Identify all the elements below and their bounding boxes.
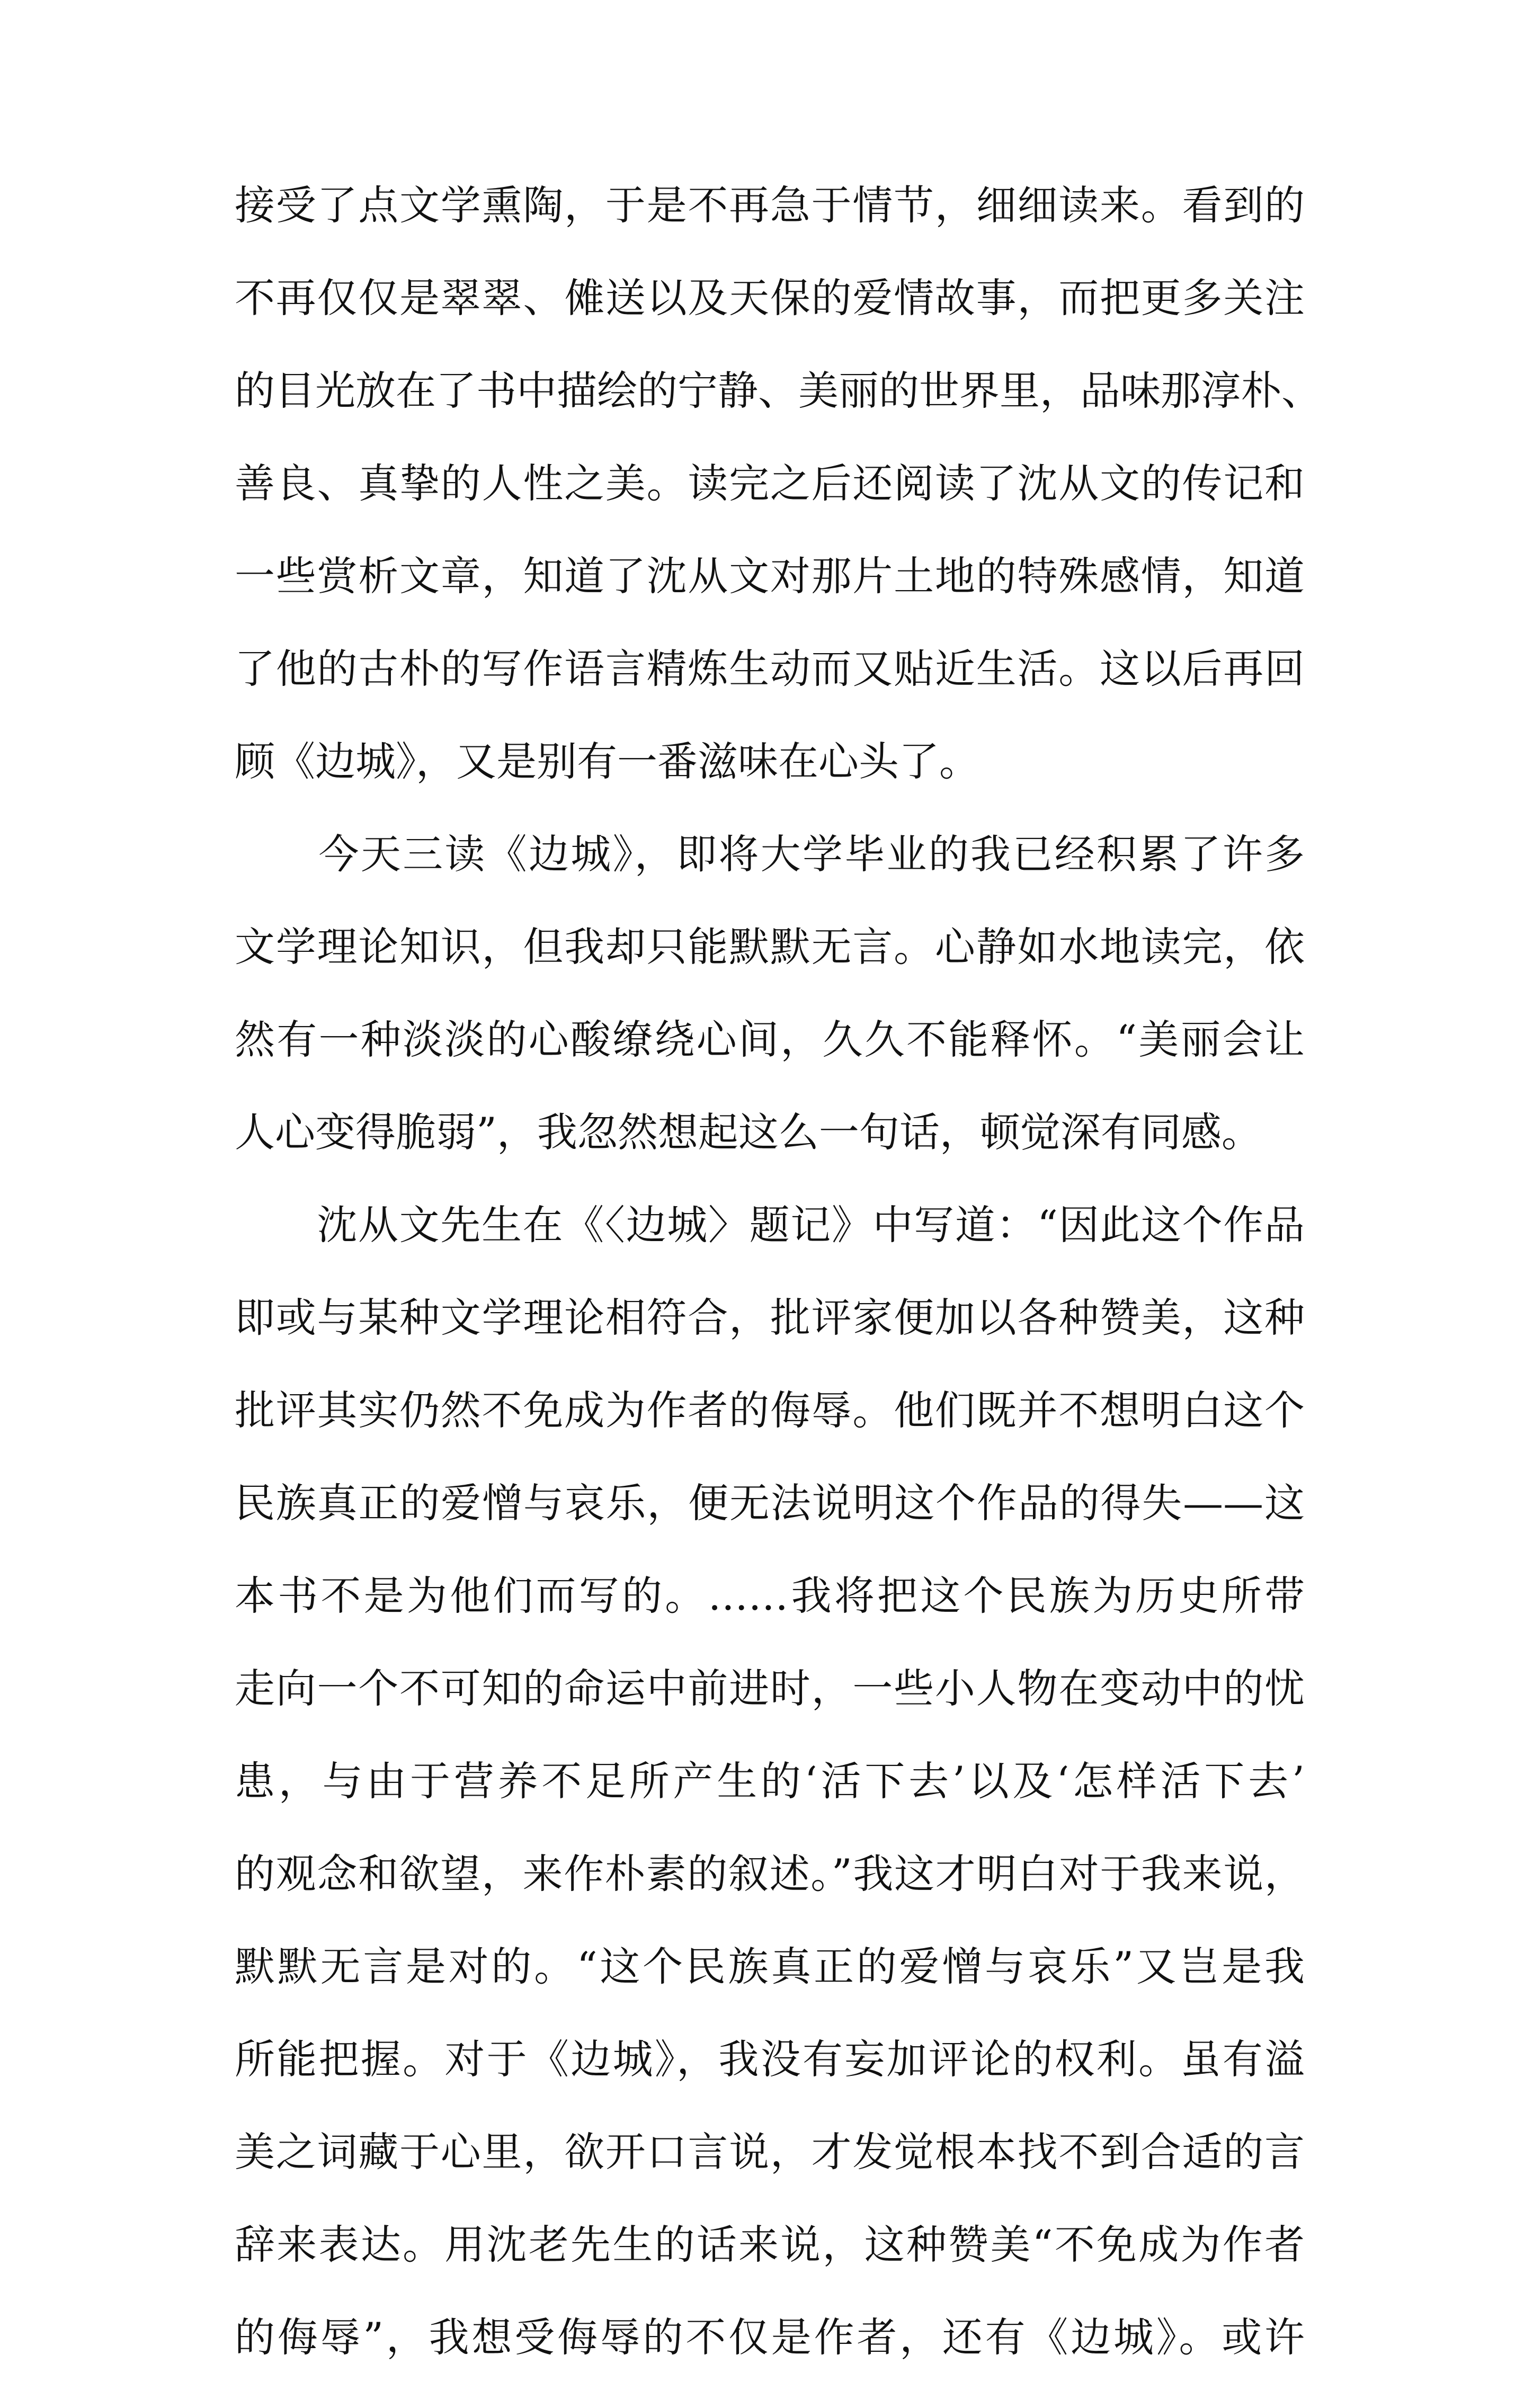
text-line: 辞来表达。用沈老先生的话来说，这种赞美“不免成为作者 xyxy=(235,2221,1305,2268)
text-line: 的侮辱”，我想受侮辱的不仅是作者，还有《边城》。或许 xyxy=(235,2314,1305,2361)
text-line: 文学理论知识，但我却只能默默无言。心静如水地读完，依 xyxy=(235,923,1305,970)
text-line: 批评其实仍然不免成为作者的侮辱。他们既并不想明白这个 xyxy=(235,1387,1305,1434)
text-line: 本书不是为他们而写的。……我将把这个民族为历史所带 xyxy=(235,1572,1305,1619)
text-line: 美之词藏于心里，欲开口言说，才发觉根本找不到合适的言 xyxy=(235,2128,1305,2175)
text-line: 沈从文先生在《〈边城〉题记》中写道：“因此这个作品 xyxy=(235,1201,1305,1248)
text-line: 一些赏析文章，知道了沈从文对那片土地的特殊感情，知道 xyxy=(235,552,1305,600)
text-line: 接受了点文学熏陶，于是不再急于情节，细细读来。看到的 xyxy=(235,182,1305,229)
text-line: 人心变得脆弱”，我忽然想起这么一句话，顿觉深有同感。 xyxy=(235,1109,1262,1156)
text-line: 善良、真挚的人性之美。读完之后还阅读了沈从文的传记和 xyxy=(235,460,1305,507)
text-line: 今天三读《边城》，即将大学毕业的我已经积累了许多 xyxy=(235,831,1305,878)
document-text-body xyxy=(235,182,1322,2408)
text-line: 所能把握。对于《边城》，我没有妄加评论的权利。虽有溢 xyxy=(235,2036,1305,2083)
text-line: 然有一种淡淡的心酸缭绕心间，久久不能释怀。“美丽会让 xyxy=(235,1016,1305,1063)
text-line: 了他的古朴的写作语言精炼生动而又贴近生活。这以后再回 xyxy=(235,645,1305,692)
text-line: 不再仅仅是翠翠、傩送以及天保的爱情故事，而把更多关注 xyxy=(235,274,1305,322)
text-line: 患，与由于营养不足所产生的‘活下去’以及‘怎样活下去’ xyxy=(235,1758,1305,1805)
text-line: 默默无言是对的。“这个民族真正的爱憎与哀乐”又岂是我 xyxy=(235,1943,1305,1990)
text-line: 即或与某种文学理论相符合，批评家便加以各种赞美，这种 xyxy=(235,1294,1305,1341)
text-line: 的观念和欲望，来作朴素的叙述。”我这才明白对于我来说， xyxy=(235,1850,1305,1897)
text-line: 民族真正的爱憎与哀乐，便无法说明这个作品的得失——这 xyxy=(235,1479,1305,1527)
text-line: 走向一个不可知的命运中前进时，一些小人物在变动中的忧 xyxy=(235,1665,1305,1712)
text-line: 顾《边城》，又是别有一番滋味在心头了。 xyxy=(235,738,979,785)
text-line: 的目光放在了书中描绘的宁静、美丽的世界里，品味那淳朴、 xyxy=(235,367,1322,414)
